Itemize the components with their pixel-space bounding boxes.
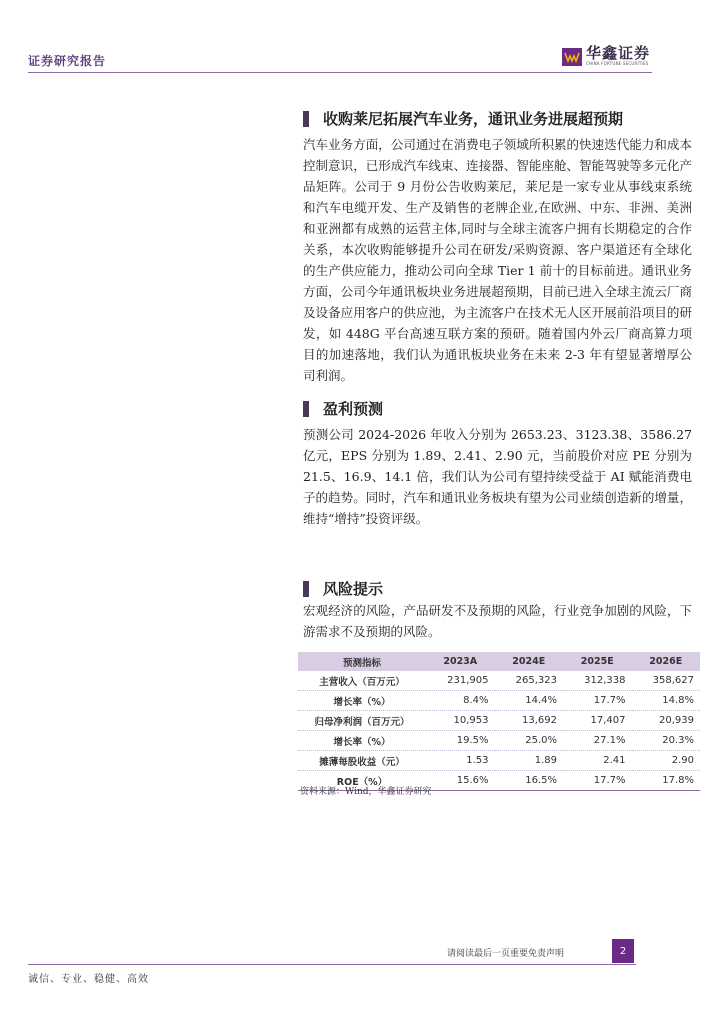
logo-mark-icon — [562, 48, 582, 66]
table-cell: 20,939 — [632, 711, 701, 731]
table-header-row — [298, 652, 700, 671]
table-cell: 17.7% — [563, 771, 632, 791]
table-cell: 27.1% — [563, 731, 632, 751]
row-label: 归母净利润（百万元） — [298, 711, 426, 731]
table-cell: 17.8% — [632, 771, 701, 791]
section-body-acquisition: 汽车业务方面，公司通过在消费电子领域所积累的快速迭代能力和成本控制意识，已形成汽车线束、连接器、智能座舱、智能驾驶等多元化产品矩阵。公司于 9 月份公告收购莱尼，莱尼是一家专业从事线束系统和汽车电缆开发、生产及销售的老牌企业,在欧洲、中东、非洲、美洲和亚洲都有成熟的运营主体,同时与全球主流客户拥有长期稳定的合作关系，本次收购能够提升公司在研发/采购资源、客户渠道还有全球化的生产供应能力，推动公司向全球 Tier 1 前十的目标前进。通讯业务方面，公司今年通讯板块业务进展超预期，目前已进入全球主流云厂商及设备应用客户的供应池，为主流客户在技术无人区开展前沿项目的研发，如 448G 平台高速互联方案的预研。随着国内外云厂商高算力项目的加速落地，我们认为通讯板块业务在未来 2-3 年有望显著增厚公司利润。 — [303, 137, 692, 383]
forecast-table — [298, 652, 700, 791]
table-cell: 14.8% — [632, 691, 701, 711]
table-header-cell: 2025E — [563, 652, 632, 671]
section-heading-forecast — [303, 398, 383, 419]
table-cell: 17.7% — [563, 691, 632, 711]
table-source-note: 资料来源：Wind，华鑫证券研究 — [300, 787, 432, 797]
table-cell: 15.6% — [426, 771, 495, 791]
section-heading-text: 盈利预测 — [323, 400, 384, 418]
row-label: 摊薄每股收益（元） — [298, 751, 426, 771]
table-header-cell: 2024E — [495, 652, 564, 671]
table-cell: 17,407 — [563, 711, 632, 731]
heading-bar-icon — [303, 111, 309, 127]
section-body-forecast: 预测公司 2024-2026 年收入分别为 2653.23、3123.38、3586.27 亿元，EPS 分别为 1.89、2.41、2.90 元，当前股价对应 PE 分别为 21.5、16.9、14.1 倍，我们认为公司有望持续受益于 AI 赋能消费电子的趋势。同时，汽车和通讯业务板块有望为公司业绩创造新的增量，维持“增持”投资评级。 — [303, 427, 692, 526]
report-type-label: 证券研究报告 — [28, 54, 107, 68]
row-label: 主营收入（百万元） — [298, 671, 426, 691]
heading-bar-icon — [303, 401, 309, 417]
section-heading-text: 收购莱尼拓展汽车业务，通讯业务进展超预期 — [323, 110, 624, 128]
section-heading-text: 风险提示 — [323, 580, 384, 598]
table-header-cell: 预测指标 — [298, 652, 426, 671]
table-cell: 16.5% — [495, 771, 564, 791]
table-cell: 20.3% — [632, 731, 701, 751]
section-body-risk: 宏观经济的风险，产品研发不及预期的风险，行业竞争加剧的风险，下游需求不及预期的风险。 — [303, 603, 692, 639]
table-row — [298, 691, 700, 711]
table-row — [298, 751, 700, 771]
table-cell: 25.0% — [495, 731, 564, 751]
table-row — [298, 711, 700, 731]
disclaimer-note: 请阅读最后一页重要免责声明 — [447, 949, 565, 959]
footer-divider — [28, 964, 636, 965]
company-logo — [562, 46, 650, 67]
table-cell: 14.4% — [495, 691, 564, 711]
table-cell: 13,692 — [495, 711, 564, 731]
row-label: 增长率（%） — [298, 731, 426, 751]
footer-motto: 诚信、专业、稳健、高效 — [28, 974, 149, 985]
table-cell: 2.41 — [563, 751, 632, 771]
table-row — [298, 731, 700, 751]
header-divider — [28, 72, 652, 73]
page-number-badge: 2 — [612, 939, 634, 963]
table-row — [298, 671, 700, 691]
table-cell: 312,338 — [563, 671, 632, 691]
table-cell: 265,323 — [495, 671, 564, 691]
table-cell: 2.90 — [632, 751, 701, 771]
logo-name-en: CHINA FORTUNE SECURITIES — [586, 61, 649, 66]
section-heading-risk — [303, 578, 383, 599]
section-heading-acquisition — [303, 108, 623, 129]
table-cell: 1.53 — [426, 751, 495, 771]
row-label: 增长率（%） — [298, 691, 426, 711]
row-label: ROE（%） — [298, 771, 426, 791]
heading-bar-icon — [303, 581, 309, 597]
table-cell: 19.5% — [426, 731, 495, 751]
table-header-cell: 2026E — [632, 652, 701, 671]
logo-name-cn: 华鑫证券 — [586, 44, 651, 62]
table-cell: 10,953 — [426, 711, 495, 731]
table-cell: 231,905 — [426, 671, 495, 691]
table-cell: 358,627 — [632, 671, 701, 691]
table-cell: 8.4% — [426, 691, 495, 711]
table-header-cell: 2023A — [426, 652, 495, 671]
table-cell: 1.89 — [495, 751, 564, 771]
